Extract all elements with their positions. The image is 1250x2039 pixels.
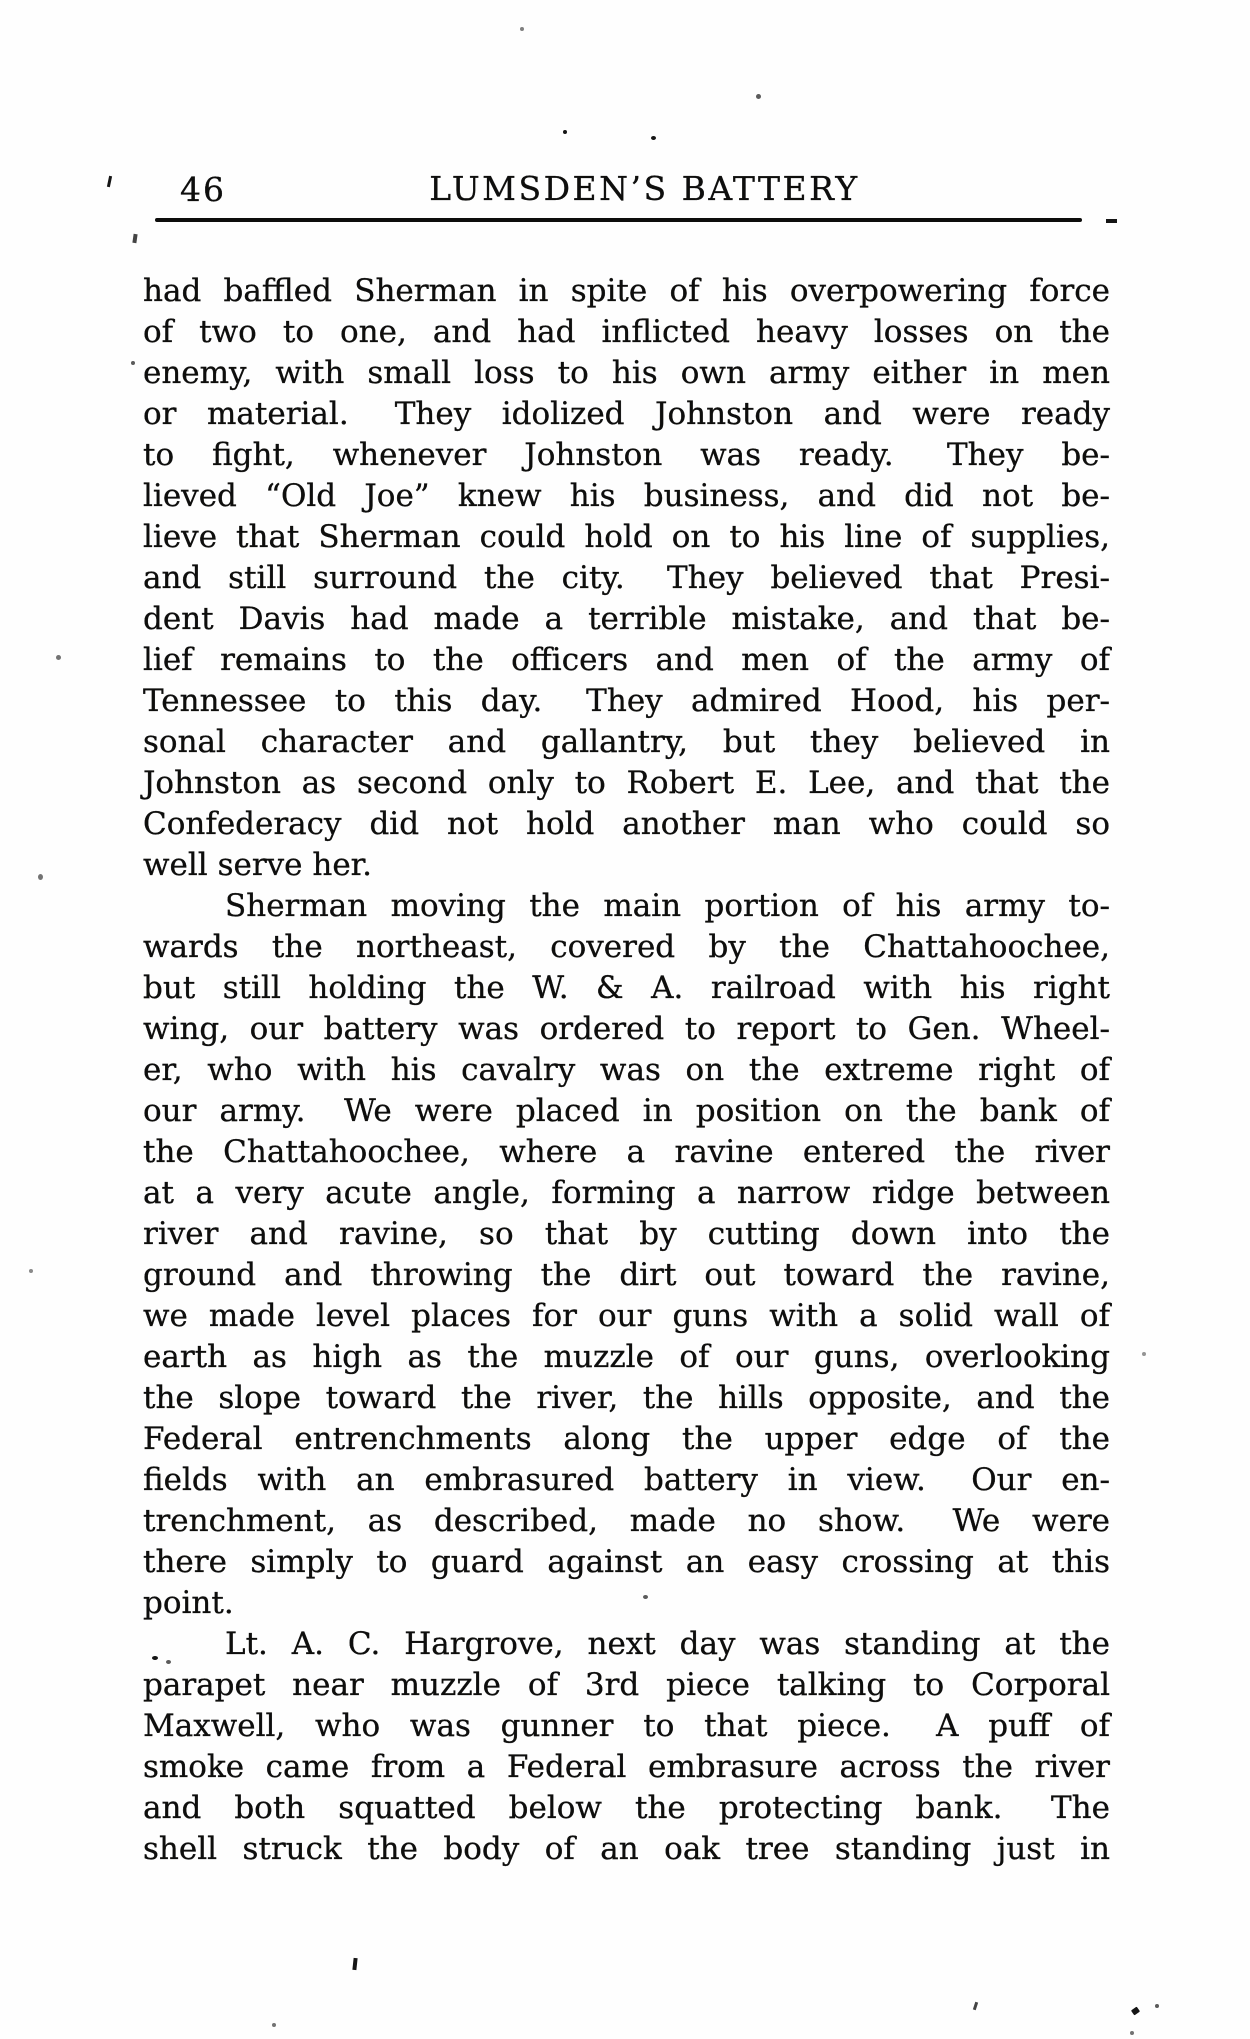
scan-speck xyxy=(1131,2007,1140,2016)
scan-speck xyxy=(38,874,43,880)
text-line: and both squatted below the protecting bank. The xyxy=(143,1790,1110,1826)
text-line: to fight, whenever Johnston was ready. They be- xyxy=(143,437,1110,473)
page-body xyxy=(143,271,1110,1870)
scan-speck xyxy=(643,1595,648,1599)
running-title: LUMSDEN’S BATTERY xyxy=(429,169,860,208)
text-line: ground and throwing the dirt out toward the ravine, xyxy=(143,1257,1110,1293)
page-header xyxy=(143,169,1110,210)
text-line: dent Davis had made a terrible mistake, and that be- xyxy=(143,601,1110,637)
text-line: but still holding the W. & A. railroad with his right xyxy=(143,970,1110,1006)
text-line: sonal character and gallantry, but they believed in xyxy=(143,724,1110,760)
text-line: at a very acute angle, forming a narrow ridge between xyxy=(143,1175,1110,1211)
text-line: wing, our battery was ordered to report to Gen. Wheel- xyxy=(143,1011,1110,1047)
text-line: the Chattahoochee, where a ravine entered the river xyxy=(143,1134,1110,1170)
text-line: Tennessee to this day. They admired Hood, his per- xyxy=(143,683,1110,719)
text-line: Johnston as second only to Robert E. Lee, and that the xyxy=(143,765,1110,801)
paragraph xyxy=(143,1624,1110,1870)
scan-speck xyxy=(272,2023,276,2027)
text-line: lief remains to the officers and men of the army of xyxy=(143,642,1110,678)
scan-speck xyxy=(1142,1352,1146,1356)
scan-speck xyxy=(107,176,112,187)
text-line: Maxwell, who was gunner to that piece. A puff of xyxy=(143,1708,1110,1744)
text-line: earth as high as the muzzle of our guns, overlooking xyxy=(143,1339,1110,1375)
text-line: enemy, with small loss to his own army either in men xyxy=(143,355,1110,391)
page-number: 46 xyxy=(180,170,226,209)
text-line: our army. We were placed in position on the bank of xyxy=(143,1093,1110,1129)
text-line: wards the northeast, covered by the Chattahoochee, xyxy=(143,929,1110,965)
paragraph xyxy=(143,271,1110,886)
scan-speck xyxy=(563,130,567,134)
text-line: Federal entrenchments along the upper edge of the xyxy=(143,1421,1110,1457)
scan-speck xyxy=(131,361,135,365)
text-line: point. xyxy=(143,1585,234,1621)
text-line: trenchment, as described, made no show. We were xyxy=(143,1503,1110,1539)
scan-speck xyxy=(1130,2031,1134,2035)
text-line: smoke came from a Federal embrasure across the river xyxy=(143,1749,1110,1785)
header-rule xyxy=(155,218,1082,222)
text-line: er, who with his cavalry was on the extreme right of xyxy=(143,1052,1110,1088)
text-line: we made level places for our guns with a solid wall of xyxy=(143,1298,1110,1334)
scan-speck xyxy=(756,94,761,99)
text-line: or material. They idolized Johnston and were ready xyxy=(143,396,1110,432)
text-line: the slope toward the river, the hills opposite, and the xyxy=(143,1380,1110,1416)
scan-speck xyxy=(1106,219,1117,223)
scan-speck xyxy=(152,1656,158,1660)
text-line: well serve her. xyxy=(143,847,372,883)
text-line: there simply to guard against an easy crossing at this xyxy=(143,1544,1110,1580)
scan-speck xyxy=(651,136,656,140)
text-line: river and ravine, so that by cutting down into the xyxy=(143,1216,1110,1252)
scan-speck xyxy=(56,655,61,660)
text-line: and still surround the city. They believed that Presi- xyxy=(143,560,1110,596)
paragraph xyxy=(143,886,1110,1624)
text-line: parapet near muzzle of 3rd piece talking to Corporal xyxy=(143,1667,1110,1703)
scan-speck xyxy=(132,234,137,243)
text-line: Lt. A. C. Hargrove, next day was standing at the xyxy=(225,1626,1110,1662)
text-line: shell struck the body of an oak tree standing just in xyxy=(143,1831,1110,1867)
text-line: lieve that Sherman could hold on to his line of supplies, xyxy=(143,519,1110,555)
scan-speck xyxy=(166,1660,171,1664)
scan-speck xyxy=(352,1958,357,1970)
scan-speck xyxy=(29,1269,33,1273)
scan-speck xyxy=(520,27,524,31)
text-line: had baffled Sherman in spite of his overpowering force xyxy=(143,273,1110,309)
scan-speck xyxy=(973,2002,978,2011)
text-line: Sherman moving the main portion of his army to- xyxy=(225,888,1110,924)
text-line: Confederacy did not hold another man who could so xyxy=(143,806,1110,842)
text-line: of two to one, and had inflicted heavy losses on the xyxy=(143,314,1110,350)
scan-speck xyxy=(1155,2004,1159,2008)
text-line: fields with an embrasured battery in view. Our en- xyxy=(143,1462,1110,1498)
text-line: lieved “Old Joe” knew his business, and did not be- xyxy=(143,478,1110,514)
